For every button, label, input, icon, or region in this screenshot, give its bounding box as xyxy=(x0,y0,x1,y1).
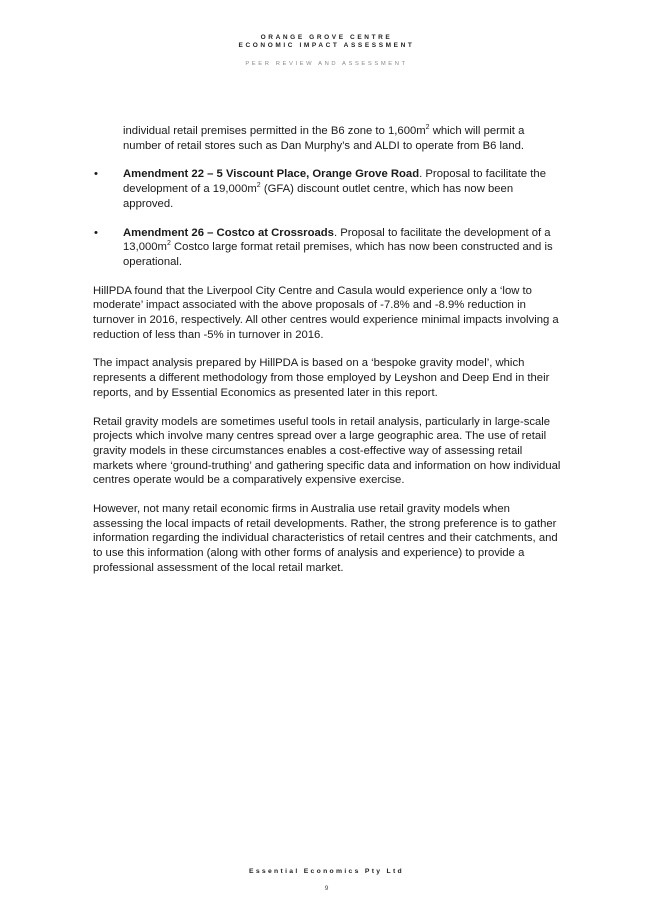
page-header xyxy=(0,34,653,68)
superscript-2: 2 xyxy=(166,240,171,248)
amendment-text-b: (GFA) discount outlet centre, which has now been approved. xyxy=(123,183,514,210)
amendment-text-b: Costco large format retail premises, which has now been constructed and is operational. xyxy=(123,241,553,268)
page-body xyxy=(93,124,561,576)
amendment-text-a: . Proposal to facilitate the development of a 19,000m xyxy=(123,168,546,196)
paragraph-firm-preference: However, not many retail economic firms in Australia use retail gravity models when assessing the local impacts of retail developments. Rather, the strong preference is to gather information regarding the individual characteristics of retail centres and their catchments, and to use this information (along with other forms of analysis and experience) to provide a professional assessment of the local retail market. xyxy=(93,503,558,574)
superscript-2: 2 xyxy=(425,124,430,132)
report-subtitle: ECONOMIC IMPACT ASSESSMENT xyxy=(238,42,415,49)
paragraph-gravity-usefulness: Retail gravity models are sometimes useful tools in retail analysis, particularly in large-scale projects which involve many centres spread over a large geographic area. The use of retail gravity models in these circumstances enables a cost-effective way of assessing retail markets where ‘ground-truthing’ and gathering specific data and information on how individual centres operate would be a comparatively expensive exercise. xyxy=(93,415,561,487)
amendment-text-a: . Proposal to facilitate the development of a 13,000m xyxy=(123,226,551,254)
page-number: 9 xyxy=(324,885,329,892)
bullet-icon: • xyxy=(94,226,98,239)
amendment-heading: Amendment 22 – 5 Viscount Place, Orange Grove Road xyxy=(123,168,420,181)
continuation-text-a: individual retail premises permitted in the B6 zone to 1,600m xyxy=(123,125,426,137)
paragraph-gravity-model: The impact analysis prepared by HillPDA is based on a ‘bespoke gravity model’, which represents a different methodology from those employed by Leyshon and Deep End in their reports, and by Essential Economics as presented later in this report. xyxy=(93,357,550,399)
section-label: PEER REVIEW AND ASSESSMENT xyxy=(245,61,408,67)
paragraph-hillpda-findings: HillPDA found that the Liverpool City Centre and Casula would experience only a ‘low to moderate’ impact associated with the above proposals of -7.8% and -8.9% reduction in turnover in 2016, respectively. All other centres would experience minimal impacts involving a reduction of less than -5% in turnover in 2016. xyxy=(93,284,559,341)
continuation-text xyxy=(93,124,561,153)
bullet-icon: • xyxy=(94,168,98,181)
report-title: ORANGE GROVE CENTRE xyxy=(260,34,393,41)
bullet-item-amendment-22 xyxy=(93,167,561,211)
page-footer xyxy=(0,868,653,892)
continuation-text-b: which will permit a number of retail stores such as Dan Murphy’s and ALDI to operate from B6 land. xyxy=(123,125,525,152)
bullet-item-amendment-26 xyxy=(93,226,561,270)
footer-firm-name: Essential Economics Pty Ltd xyxy=(248,868,405,875)
amendment-heading: Amendment 26 – Costco at Crossroads xyxy=(123,226,334,239)
superscript-2: 2 xyxy=(256,182,261,190)
